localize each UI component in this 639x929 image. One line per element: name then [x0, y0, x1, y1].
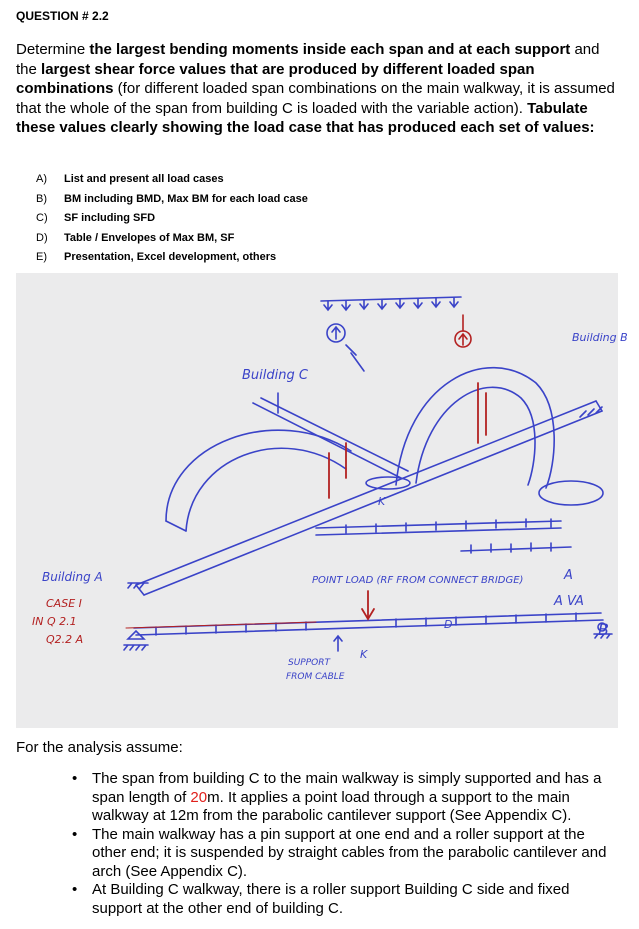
top-load-line	[321, 297, 461, 301]
label-in-ref: IN Q 2.1	[32, 615, 77, 628]
label-k-lower: K	[360, 648, 368, 661]
assumption-text: At Building C walkway, there is a roller support Building C side and fixed support at the other end of building C.	[92, 881, 570, 917]
bullet-icon: •	[72, 770, 78, 787]
label-support: SUPPORT	[288, 658, 330, 668]
span-length-value: 20	[190, 788, 208, 806]
task-text: Presentation, Excel development, others	[64, 251, 277, 264]
label-building-b: Building B	[572, 331, 628, 344]
parabolic-cantilever	[166, 430, 351, 531]
intro-text-3: (for different loaded span combinations on the main walkway, it is assumed that the whole of the span from building C is loaded with the variable action).	[16, 80, 615, 117]
question-heading: QUESTION # 2.2	[16, 9, 109, 23]
intro-bold-1: the largest bending moments inside each span and at each support	[89, 41, 571, 58]
intro-bold-2: largest shear force values that are produced by different loaded span combinations	[16, 60, 535, 97]
task-text: SF including SFD	[64, 212, 156, 225]
assumption-text: The span from building C to the main walkway is simply supported and has a span length of	[92, 770, 602, 806]
assumption-text: The main walkway has a pin support at one end and a roller support at the other end; it is suspended by straight cables from the parabolic cantilever and arch (See Appendix C).	[92, 825, 607, 880]
sketch-drawing	[16, 273, 628, 728]
task-item	[36, 248, 308, 268]
assumption-list	[70, 770, 620, 918]
bullet-icon: •	[72, 825, 78, 843]
task-letter: D)	[36, 231, 48, 244]
assumption-item	[70, 881, 620, 918]
label-d: D	[444, 618, 453, 631]
task-letter: A)	[36, 173, 47, 185]
label-from-cable: FROM CABLE	[286, 672, 345, 682]
task-item	[36, 170, 308, 190]
label-building-a: Building A	[42, 570, 103, 584]
assumption-text: m. It applies a point load through a support to the main walkway at 12m from the parabolic cantilever support (See Appendix C).	[92, 788, 572, 824]
task-text: BM including BMD, Max BM for each load case	[64, 192, 308, 205]
label-a: A	[564, 568, 573, 583]
sketch-red-labels	[32, 597, 83, 646]
label-k-upper: K	[378, 495, 386, 508]
analysis-intro: For the analysis assume:	[16, 739, 183, 756]
label-point-load: POINT LOAD (RF FROM CONNECT BRIDGE)	[312, 575, 524, 586]
building-c-walkway	[253, 398, 408, 478]
intro-text-1: Determine	[16, 41, 90, 58]
bullet-icon: •	[72, 881, 78, 898]
structure-sketch	[16, 273, 628, 728]
intro-bold-3: Tabulate these values clearly showing the load case that has produced each set of values:	[16, 99, 595, 136]
assumption-item	[70, 770, 620, 826]
task-item	[36, 209, 308, 229]
arch-footing	[539, 481, 603, 505]
task-item	[36, 190, 308, 210]
task-text: List and present all load cases	[64, 173, 224, 185]
upper-load-bar	[316, 521, 561, 535]
main-walkway-deck	[136, 401, 602, 595]
task-letter: B)	[36, 192, 47, 205]
task-letter: C)	[36, 212, 48, 225]
label-va: A VA	[554, 594, 584, 609]
label-q-ref: Q2.2 A	[46, 633, 84, 646]
task-list	[36, 170, 308, 268]
task-text: Table / Envelopes of Max BM, SF	[64, 231, 235, 244]
label-case: CASE I	[46, 597, 82, 610]
label-b: B	[598, 620, 609, 639]
point-load-bar	[461, 547, 571, 551]
task-letter: E)	[36, 251, 47, 264]
task-item	[36, 229, 308, 249]
intro-text-2: and the	[16, 41, 600, 78]
question-intro	[16, 40, 622, 138]
label-building-c: Building C	[242, 368, 308, 383]
assumption-item	[70, 826, 620, 882]
